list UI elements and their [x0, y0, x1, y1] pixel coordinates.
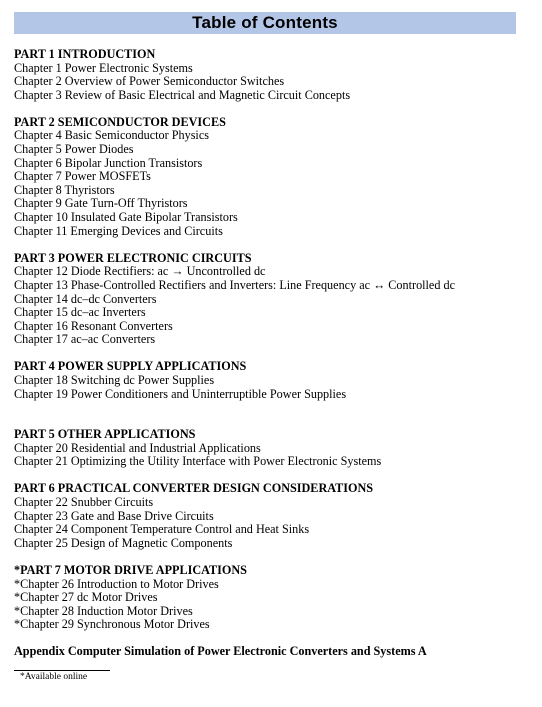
chapter-entry: Chapter 22 Snubber Circuits — [14, 495, 154, 510]
part-section — [14, 360, 534, 401]
chapter-entry: Chapter 8 Thyristors — [14, 182, 115, 197]
part-heading: *PART 7 MOTOR DRIVE APPLICATIONS — [14, 562, 247, 577]
chapter-entry: Chapter 3 Review of Basic Electrical and Magnetic Circuit Concepts — [14, 87, 351, 102]
part-section — [14, 116, 534, 238]
part-section — [14, 428, 534, 469]
chapter-entry: Chapter 25 Design of Magnetic Components — [14, 535, 233, 550]
chapter-entry: Chapter 5 Power Diodes — [14, 142, 134, 157]
chapter-entry: Chapter 18 Switching dc Power Supplies — [14, 372, 215, 387]
part-section — [14, 482, 534, 550]
part-heading: PART 3 POWER ELECTRONIC CIRCUITS — [14, 250, 252, 265]
chapter-entry: *Chapter 29 Synchronous Motor Drives — [14, 617, 210, 632]
chapter-entry: *Chapter 26 Introduction to Motor Drives — [14, 576, 219, 591]
chapter-entry: Chapter 6 Bipolar Junction Transistors — [14, 155, 203, 170]
chapter-entry: Chapter 9 Gate Turn-Off Thyristors — [14, 196, 188, 211]
appendix-entry: Appendix Computer Simulation of Power Electronic Converters and Systems A — [14, 644, 427, 659]
chapter-entry: Chapter 23 Gate and Base Drive Circuits — [14, 508, 214, 523]
chapter-entry: Chapter 19 Power Conditioners and Uninterruptible Power Supplies — [14, 386, 347, 401]
part-heading: PART 5 OTHER APPLICATIONS — [14, 427, 196, 442]
part-heading: PART 2 SEMICONDUCTOR DEVICES — [14, 114, 226, 129]
chapter-entry: Chapter 21 Optimizing the Utility Interface with Power Electronic Systems — [14, 454, 382, 469]
part-heading: PART 1 INTRODUCTION — [14, 47, 156, 61]
chapter-entry: Chapter 11 Emerging Devices and Circuits — [14, 223, 223, 238]
part-section — [14, 564, 534, 632]
chapter-entry: Chapter 20 Residential and Industrial Applications — [14, 440, 261, 455]
part-section — [14, 48, 534, 102]
chapter-entry: Chapter 1 Power Electronic Systems — [14, 60, 193, 75]
chapter-entry: *Chapter 27 dc Motor Drives — [14, 590, 158, 605]
chapter-entry: Chapter 4 Basic Semiconductor Physics — [14, 128, 209, 143]
title-banner — [14, 12, 516, 34]
part-heading: PART 4 POWER SUPPLY APPLICATIONS — [14, 359, 247, 374]
part-heading: PART 6 PRACTICAL CONVERTER DESIGN CONSIDERATIONS — [14, 481, 374, 496]
chapter-entry: Chapter 14 dc–dc Converters — [14, 291, 157, 306]
chapter-entry: Chapter 7 Power MOSFETs — [14, 169, 151, 184]
toc-content — [14, 48, 534, 659]
chapter-entry: Chapter 24 Component Temperature Control and Heat Sinks — [14, 522, 310, 537]
page-title: Table of Contents — [192, 13, 338, 32]
footnote-divider — [14, 670, 110, 671]
footnote: *Available online — [20, 672, 88, 682]
chapter-entry: Chapter 10 Insulated Gate Bipolar Transistors — [14, 210, 238, 225]
chapter-entry: Chapter 2 Overview of Power Semiconductor Switches — [14, 74, 285, 89]
part-section — [14, 252, 534, 347]
chapter-entry: Chapter 17 ac–ac Converters — [14, 332, 156, 347]
chapter-entry: *Chapter 28 Induction Motor Drives — [14, 603, 193, 618]
chapter-entry: Chapter 13 Phase-Controlled Rectifiers and Inverters: Line Frequency ac ↔ Controlled dc — [14, 277, 455, 292]
chapter-entry: Chapter 16 Resonant Converters — [14, 318, 173, 333]
chapter-entry: Chapter 15 dc–ac Inverters — [14, 305, 146, 320]
chapter-entry: Chapter 12 Diode Rectifiers: ac → Uncontrolled dc — [14, 264, 266, 279]
